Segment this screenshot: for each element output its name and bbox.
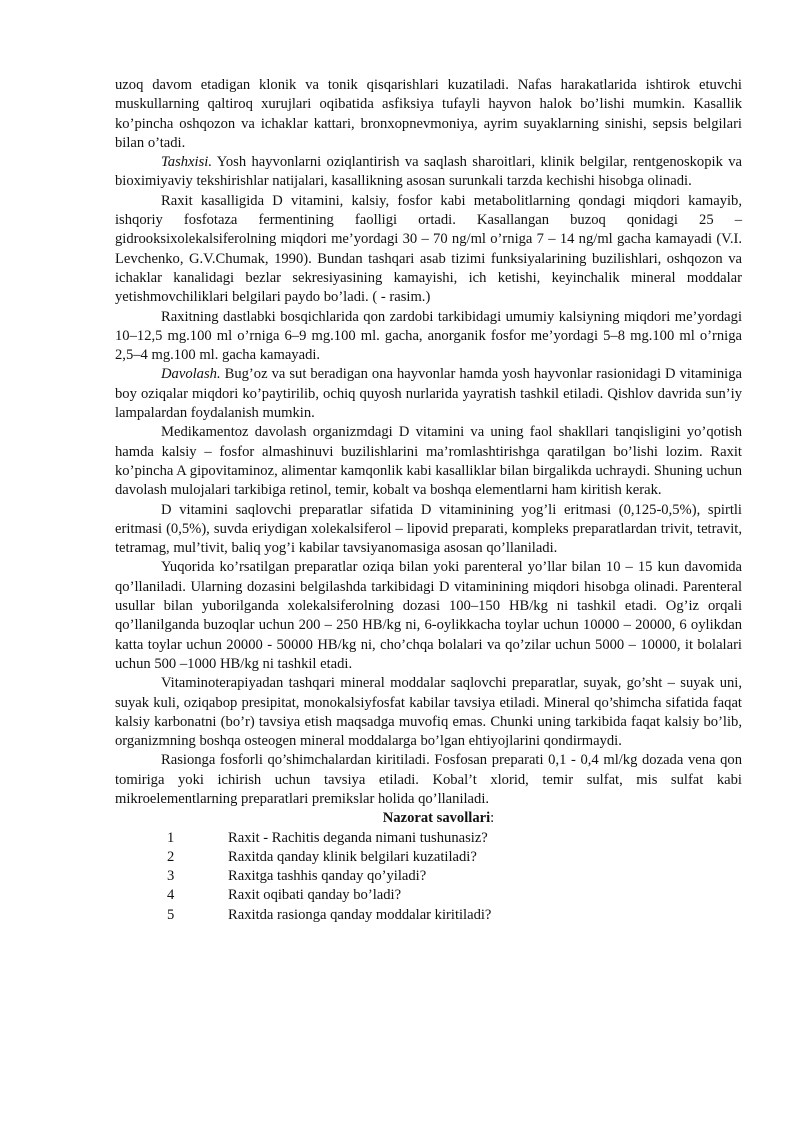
paragraph-text: Bug’oz va sut beradigan ona hayvonlar hamda yosh hayvonlar rasionidagi D vitaminiga boy oziqalar miqdori ko’paytirilib, ochiq quyosh nurlarida yayratish tashkil etiladi. Qishlov davrida sun’iy lampalardan foydalanish mumkin. — [115, 366, 742, 422]
question-item — [115, 886, 742, 905]
paragraph-text: Raxit kasalligida D vitamini, kalsiy, fosfor kabi metabolitlarning qondagi miqdori kamayib, ishqoriy fosfotaza fermentining faolligi ortadi. Kasallangan buzoq qonidagi 25 – gidrooksixolekalsiferolning miqdori me’yordagi 30 – 70 ng/ml o’rniga 7 – 14 ng/ml gacha kamayadi (V.I. Levchenko, G.V.Chumak, 1990). Bundan tashqari asab tizimi funksiyalarining buzilishlari, oshqozon va ichaklar kanalidagi bezlar sekresiyasining kamayishi, ich ketishi, keyinchalik mineral moddalar yetishmovchiliklari belgilari paydo bo’ladi. ( - rasim.) — [115, 192, 742, 306]
paragraph-early-stages — [115, 308, 742, 366]
questions-heading-text: Nazorat savollari — [382, 810, 491, 827]
paragraph-medication — [115, 423, 742, 500]
paragraph-text: uzoq davom etadigan klonik va tonik qisqarishlari kuzatiladi. Nafas harakatlarida ishtirok etuvchi muskullarning qaltiroq xurujlari oqibatida asfiksiya tufayli hayvon halok bo’lishi mumkin. Kasallik ko’pincha oshqozon va ichaklar kattari, bronxopnevmoniya, ayrim suyaklarning sinishi, sepsis belgilari bilan o’tadi. — [115, 77, 742, 151]
question-number: 3 — [167, 868, 175, 885]
paragraph-dosage — [115, 558, 742, 674]
question-text: Raxitda qanday klinik belgilari kuzatiladi? — [228, 848, 477, 865]
paragraph-lead: Davolash. — [161, 366, 221, 383]
question-item — [115, 906, 742, 925]
paragraph-text: Yuqorida ko’rsatilgan preparatlar oziqa bilan yoki parenteral yo’llar bilan 10 – 15 kun davomida qo’llaniladi. Ularning dozasini belgilashda tarkibidagi D vitaminining miqdori hisobga olinadi. Parenteral usullar bilan yuborilganda xolekalsiferolning dozasi 100–150 HB/kg ni tashkil etadi. Og’iz orqali qo’llanilganda buzoqlar uchun 200 – 250 HB/kg ni, 6-oylikkacha toylar uchun 10000 – 20000, 6 oylikdan katta toylar uchun 20000 - 50000 HB/kg ni, cho’chqa bolalari va qo’zilar uchun 5000 – 10000, it bolalari uchun 500 –1000 HB/kg ni tashkil etadi. — [115, 559, 742, 672]
question-item — [115, 829, 742, 848]
question-text: Raxitda rasionga qanday moddalar kiritiladi? — [228, 906, 492, 923]
paragraph-treatment — [115, 365, 742, 423]
question-item — [115, 867, 742, 886]
paragraph-mineral-supplements — [115, 674, 742, 751]
paragraph-text: Rasionga fosforli qo’shimchalardan kiritiladi. Fosfosan preparati 0,1 - 0,4 ml/kg dozada vena qon tomiriga yoki ichirish uchun tavsiya etiladi. Kobal’t xlorid, temir sulfat, mis sulfat kabi mikroelementlarning preparatlari premikslar holida qo’llaniladi. — [115, 752, 742, 807]
question-number: 2 — [167, 848, 175, 865]
question-text: Raxit - Rachitis deganda nimani tushunasiz? — [228, 829, 488, 846]
question-number: 4 — [167, 887, 175, 904]
question-item — [115, 848, 742, 867]
paragraph-blood-metabolites — [115, 192, 742, 308]
paragraph-phosphorus-supplements — [115, 751, 742, 809]
paragraph-text: D vitamini saqlovchi preparatlar sifatida D vitaminining yog’li eritmasi (0,125-0,5%), spirtli eritmasi (0,5%), suvda eriydigan xolekalsiferol – lipovid preparati, kompleks preparatlardan trivit, tetravit, tetramag, mul’tivit, baliq yog’i kabilar tavsiyanomasiga asosan qo’llaniladi. — [115, 501, 742, 557]
paragraph-diagnosis — [115, 153, 742, 192]
question-text: Raxitga tashhis qanday qo’yiladi? — [228, 868, 427, 885]
paragraph-lead: Tashxisi. — [161, 154, 212, 171]
paragraph-text: Medikamentoz davolash organizmdagi D vitamini va uning faol shakllari tanqisligini yo’qotish hamda kalsiy – fosfor almashinuvi buzilishlarini ma’romlashtirishga qaratilgan bo’lishi lozim. Raxit ko’pincha A gipovitaminoz, alimentar kamqonlik kabi kasalliklar bilan birgalikda uchraydi. Shuning uchun davolash mulojalari tarkibiga retinol, temir, kobalt va boshqa elementlarni ham kiritish kerak. — [115, 424, 742, 499]
paragraph-text: Yosh hayvonlarni oziqlantirish va saqlash sharoitlari, klinik belgilar, rentgenoskopik va bioximiyaviy tekshirishlar natijalari, kasallikning asosan surunkali tarzda kechishi hisobga olinadi. — [115, 154, 742, 190]
paragraph-text: Raxitning dastlabki bosqichlarida qon zardobi tarkibidagi umumiy kalsiyning miqdori me’yordagi 10–12,5 mg.100 ml o’rniga 6–9 mg.100 ml. gacha, anorganik fosfor me’yordagi 5–8 mg.100 ml o’rniga 2,5–4 mg.100 ml. gacha kamayadi. — [115, 308, 742, 364]
paragraph-vitamin-d-preparations — [115, 501, 742, 559]
paragraph-text: Vitaminoterapiyadan tashqari mineral moddalar saqlovchi preparatlar, suyak, go’sht – suyak uni, suyak kuli, oziqabop presipitat, monokalsiyfosfat kabilar tavsiya etiladi. Mineral qo’shimcha sifatida faqat kalsiy karbonatni (bo’r) tavsiya etish maqsadga muvofiq emas. Chunki uning tarkibida faqat kalsiy bo’lib, organizmning boshqa osteogen mineral moddalarga bo’lgan ehtiyojlarini qondirmaydi. — [115, 675, 742, 750]
questions-heading — [115, 809, 742, 828]
questions-heading-colon: : — [490, 810, 495, 827]
question-text: Raxit oqibati qanday bo’ladi? — [228, 887, 402, 904]
document-page — [115, 76, 742, 925]
questions-list — [115, 829, 742, 925]
paragraph-symptoms-continued — [115, 76, 742, 153]
question-number: 5 — [167, 906, 175, 923]
question-number: 1 — [167, 829, 175, 846]
